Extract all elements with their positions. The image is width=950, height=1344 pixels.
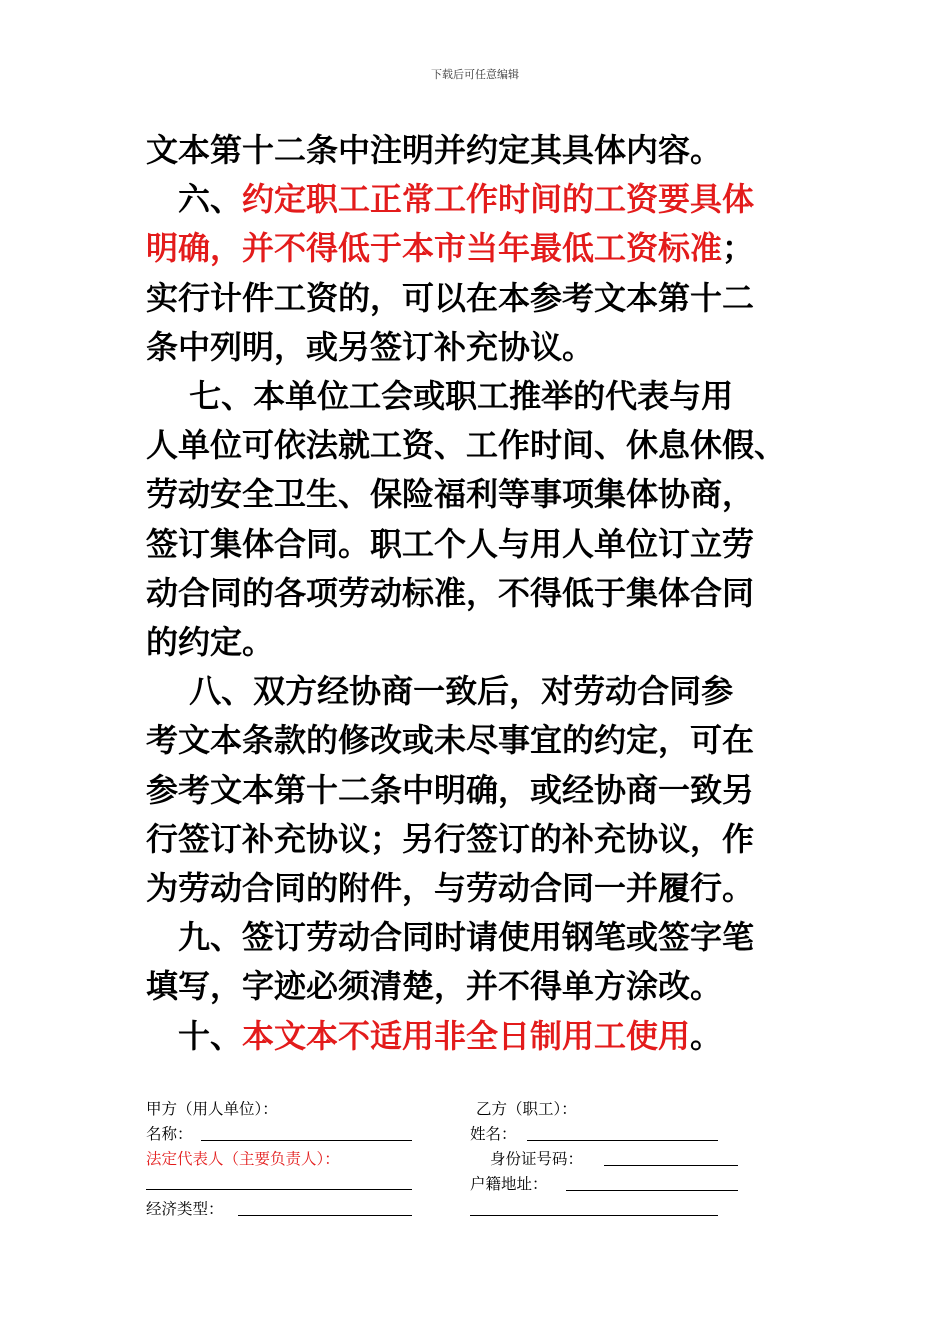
paragraph-line (146, 372, 806, 421)
body-text-segment: 劳动安全卫生、保险福利等事项集体协商， (146, 475, 755, 514)
paragraph-line (146, 864, 806, 913)
id-number-field[interactable] (604, 1165, 738, 1166)
paragraph-line (146, 323, 806, 372)
paragraph-line (146, 766, 806, 815)
paragraph-line (146, 1012, 806, 1061)
contract-notes-body (146, 126, 806, 1061)
paragraph-line (146, 618, 806, 667)
body-text-segment: 条中列明，或另签订补充协议。 (146, 327, 595, 366)
paragraph-line (146, 224, 806, 273)
company-name-field[interactable] (201, 1140, 412, 1141)
legal-representative-field[interactable] (146, 1189, 412, 1190)
body-text-segment: 实行计件工资的，可以在本参考文本第十二 (146, 278, 755, 317)
household-address-field-continued[interactable] (470, 1215, 718, 1216)
page-header-note: 下载后可任意编辑 (431, 68, 519, 81)
paragraph-line (146, 126, 806, 175)
party-b-label: 乙方（职工）： (476, 1100, 577, 1118)
employee-name-label: 姓名： (470, 1125, 517, 1143)
highlighted-text: 明确，并不得低于本市当年最低工资标准 (146, 229, 723, 268)
company-name-label: 名称： (146, 1125, 193, 1143)
body-text-segment: 填写，字迹必须清楚，并不得单方涂改。 (146, 967, 723, 1006)
economic-type-label: 经济类型： (146, 1200, 224, 1218)
paragraph-line (146, 175, 806, 224)
paragraph-line (146, 716, 806, 765)
body-text-segment: 六、 (146, 180, 243, 219)
body-text-segment: 七、本单位工会或职工推举的代表与用 (146, 377, 734, 416)
body-text-segment: 参考文本第十二条中明确，或经协商一致另 (146, 770, 755, 809)
body-text-segment: 的约定。 (146, 623, 275, 662)
highlighted-text: 本文本不适用非全日制用工使用 (242, 1016, 691, 1055)
body-text-segment: 文本第十二条中注明并约定其具体内容。 (146, 131, 723, 169)
body-text-segment: 签订集体合同。职工个人与用人单位订立劳 (146, 524, 755, 563)
body-text-segment: ； (722, 229, 755, 268)
body-text-segment: 行签订补充协议；另行签订的补充协议，作 (146, 819, 755, 858)
body-text-segment: 动合同的各项劳动标准，不得低于集体合同 (146, 573, 755, 612)
household-address-label: 户籍地址： (470, 1175, 548, 1193)
household-address-field[interactable] (566, 1190, 738, 1191)
highlighted-text: 约定职工正常工作时间的工资要具体 (242, 180, 755, 219)
paragraph-line (146, 470, 806, 519)
employee-name-field[interactable] (527, 1140, 718, 1141)
body-text-segment: 为劳动合同的附件，与劳动合同一并履行。 (146, 869, 755, 908)
paragraph-line (146, 274, 806, 323)
paragraph-line (146, 815, 806, 864)
paragraph-line (146, 913, 806, 962)
body-text-segment: 九、签订劳动合同时请使用钢笔或签字笔 (146, 918, 755, 957)
party-a-label: 甲方（用人单位）： (146, 1100, 278, 1118)
paragraph-line (146, 569, 806, 618)
body-text-segment: 十、 (146, 1016, 243, 1055)
body-text-segment: 人单位可依法就工资、工作时间、休息休假、 (146, 426, 787, 465)
body-text-segment: 考文本条款的修改或未尽事宜的约定，可在 (146, 721, 755, 760)
paragraph-line (146, 962, 806, 1011)
paragraph-line (146, 520, 806, 569)
legal-representative-label: 法定代表人（主要负责人）： (146, 1150, 340, 1168)
economic-type-field[interactable] (238, 1215, 412, 1216)
id-number-label: 身份证号码： (490, 1150, 584, 1168)
body-text-segment: 八、双方经协商一致后，对劳动合同参 (146, 672, 734, 711)
paragraph-line (146, 667, 806, 716)
body-text-segment: 。 (690, 1016, 723, 1055)
paragraph-line (146, 421, 806, 470)
